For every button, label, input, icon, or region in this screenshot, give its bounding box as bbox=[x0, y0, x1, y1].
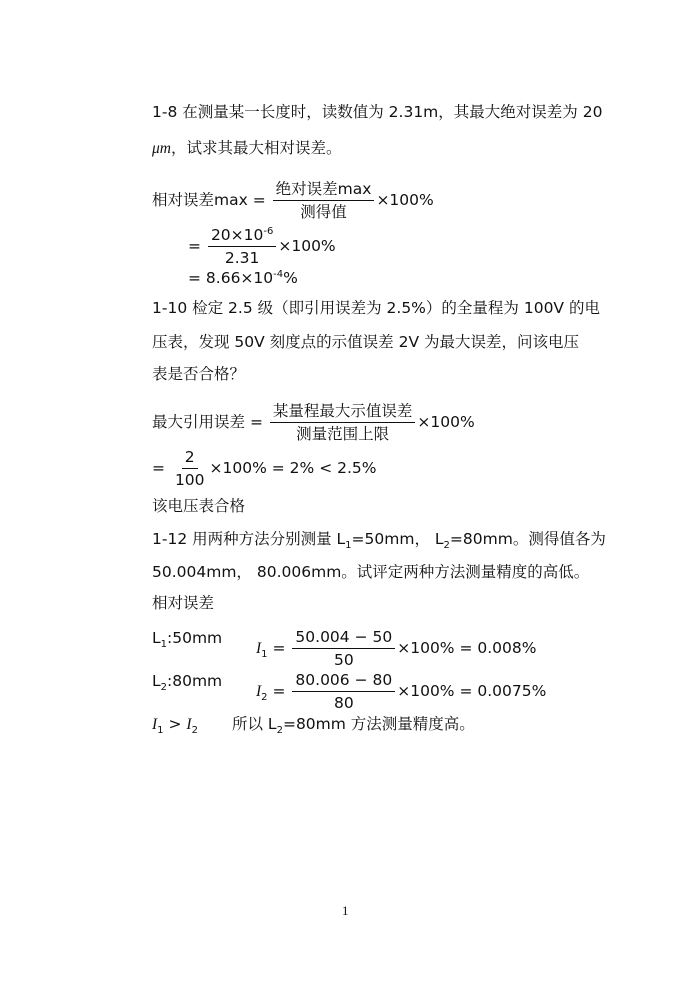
problem-1-10-line1: 1-10 检定 2.5 级（即引用误差为 2.5%）的全量程为 100V 的电 bbox=[152, 299, 600, 317]
fraction: $\frac{50.004 - 50}{50}$ bbox=[292, 628, 395, 669]
row1-label: $L_1:50mm$ bbox=[152, 629, 223, 651]
formula-reference-step2: = $\frac{2}{100}$ ×100% = 2% < 2.5% bbox=[152, 448, 377, 489]
fraction: $\frac{\text{某量程最大示值误差}}{\text{测量范围上限}}$ bbox=[270, 402, 416, 443]
problem-1-10-line3: 表是否合格？ bbox=[152, 365, 246, 383]
fraction: $\frac{20\times 10^{-6}}{2.31}$ bbox=[208, 226, 276, 267]
fraction: $\frac{2}{100}$ bbox=[174, 448, 205, 489]
problem-1-12-line2: 50.004mm， 80.006mm。试评定两种方法测量精度的高低。 bbox=[152, 563, 590, 581]
problem-1-12-line1: 1-12 用两种方法分别测量 $L_1=50mm$， $L_2=80mm$。测得值各为 bbox=[152, 530, 606, 552]
row2-label: $L_2:80mm$ bbox=[152, 672, 223, 694]
final-comparison: $I_1 > I_2$ bbox=[152, 715, 198, 737]
final-conclusion: 所以 $L_2=80mm$ 方法测量精度高。 bbox=[232, 715, 475, 737]
problem-1-8-line2: μm，试求其最大相对误差。 bbox=[152, 139, 342, 157]
problem-1-8-line1: 1-8 在测量某一长度时，读数值为 2.31m，其最大绝对误差为 20 bbox=[152, 103, 603, 121]
row1-formula: $I_1$ = $\frac{50.004 - 50}{50}$ ×100% = 0.008% bbox=[256, 628, 537, 669]
problem-1-10-line2: 压表，发现 50V 刻度点的示值误差 2V 为最大误差，问该电压 bbox=[152, 333, 580, 351]
fraction: $\frac{80.006 - 80}{80}$ bbox=[292, 671, 395, 712]
fraction: $\frac{\text{绝对误差max}}{\text{测得值}}$ bbox=[273, 180, 375, 221]
formula-step2: = $\frac{20\times 10^{-6}}{2.31}$ ×100% bbox=[188, 225, 336, 267]
formula-reference-error: 最大引用误差 = $\frac{\text{某量程最大示值误差}}{\text{测量范围上限}}$ ×100% bbox=[152, 402, 475, 443]
conclusion-1-10: 该电压表合格 bbox=[152, 497, 246, 515]
unit-micrometer: μm bbox=[152, 140, 171, 157]
heading-relative-error: 相对误差 bbox=[152, 594, 215, 612]
row2-formula: $I_2$ = $\frac{80.006 - 80}{80}$ ×100% = 0.0075% bbox=[256, 671, 547, 712]
formula-step3: = $8.66\times 10^{-4}\%$ bbox=[188, 268, 298, 287]
page-number: 1 bbox=[342, 903, 349, 918]
formula-relative-error: 相对误差max = $\frac{\text{绝对误差max}}{\text{测得值}}$ ×100% bbox=[152, 180, 434, 221]
